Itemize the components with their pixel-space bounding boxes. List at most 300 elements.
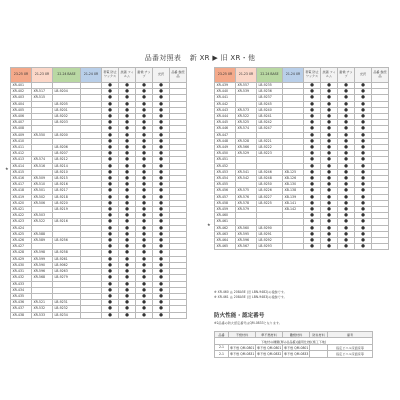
feature-dot: ● bbox=[102, 145, 119, 151]
old-xr-code: XR-522 bbox=[236, 114, 257, 120]
new-xr-code: XR-439 bbox=[215, 83, 236, 89]
fire-subheader-cell: 下地材の種類(厚み)(品番)(適用仕様)(施工下地) bbox=[215, 338, 373, 344]
old-xr-code: XR-599 bbox=[32, 256, 53, 262]
table-header-row bbox=[11, 68, 187, 83]
feature-dot: ● bbox=[153, 281, 170, 287]
header-antibacterial: 抗菌 フィルム bbox=[119, 68, 136, 83]
feature-dot: ● bbox=[136, 176, 153, 182]
feature-dot: ● bbox=[338, 107, 355, 113]
header-antistatic: 帯電 防止ワックス bbox=[304, 68, 321, 83]
feature-dot: ● bbox=[355, 132, 372, 138]
feature-dot: ● bbox=[136, 306, 153, 312]
old-xr-code: XR-515 bbox=[32, 95, 53, 101]
feature-dot: ● bbox=[153, 120, 170, 126]
title-right: 新 XR ▶ 旧 XR・他 bbox=[189, 54, 256, 62]
feature-dot: ● bbox=[321, 231, 338, 237]
old-xr-code: XR-596 bbox=[32, 269, 53, 275]
feature-dot: ● bbox=[102, 120, 119, 126]
base-code: LB-9216 bbox=[53, 219, 81, 225]
base-code: LB-9279 bbox=[53, 275, 81, 281]
feature-dot: ● bbox=[153, 293, 170, 299]
feature-dot: ● bbox=[153, 157, 170, 163]
feature-dot: ● bbox=[321, 95, 338, 101]
base-code: LB-9261 bbox=[53, 256, 81, 262]
old-xr-code: XR-542 bbox=[236, 176, 257, 182]
new-xr-code: XR-460 bbox=[215, 213, 236, 219]
feature-dot: ● bbox=[153, 306, 170, 312]
feature-dot: ● bbox=[102, 225, 119, 231]
feature-dot: ● bbox=[136, 275, 153, 281]
feature-dot: ● bbox=[304, 207, 321, 213]
header-antibacterial: 抗菌 フィルム bbox=[321, 68, 338, 83]
feature-dot: ● bbox=[321, 120, 338, 126]
feature-dot: ● bbox=[355, 231, 372, 237]
feature-dot: ● bbox=[119, 95, 136, 101]
header-base: 22-24 BASE bbox=[53, 68, 81, 83]
base-code: LB-9206 bbox=[53, 145, 81, 151]
feature-dot: ● bbox=[136, 120, 153, 126]
old-xr-code: XR-596 bbox=[236, 238, 257, 244]
base-code: LB-9215 bbox=[53, 176, 81, 182]
base-code: LB-9292 bbox=[257, 238, 283, 244]
fire-cell: 準不燃 QM-0833 bbox=[284, 352, 309, 357]
feature-dot: ● bbox=[304, 138, 321, 144]
feature-dot: ● bbox=[304, 188, 321, 194]
feature-dot: ● bbox=[153, 231, 170, 237]
feature-dot: ● bbox=[321, 225, 338, 231]
feature-dot: ● bbox=[119, 188, 136, 194]
old-xr-code: XR-557 bbox=[236, 83, 257, 89]
feature-dot: ● bbox=[119, 293, 136, 299]
old-xr-code: XR-525 bbox=[236, 120, 257, 126]
feature-dot: ● bbox=[153, 244, 170, 250]
old-xr-code: XR-574 bbox=[32, 157, 53, 163]
feature-dot: ● bbox=[119, 262, 136, 268]
new-xr-code: XR-430 bbox=[11, 262, 32, 268]
feature-dot: ● bbox=[119, 163, 136, 169]
feature-dot: ● bbox=[119, 207, 136, 213]
new-xr-code: XR-428 bbox=[11, 250, 32, 256]
xr-2124-code: XB-126 bbox=[283, 176, 304, 182]
base-code: LB-9232 bbox=[53, 306, 81, 312]
feature-dot: ● bbox=[355, 200, 372, 206]
feature-dot: ● bbox=[119, 275, 136, 281]
feature-dot: ● bbox=[119, 120, 136, 126]
feature-dot: ● bbox=[355, 163, 372, 169]
table-header-row bbox=[215, 68, 389, 83]
feature-dot: ● bbox=[321, 157, 338, 163]
base-code: LB-9242 bbox=[257, 120, 283, 126]
old-xr-code: XR-510 bbox=[32, 182, 53, 188]
feature-dot: ● bbox=[355, 238, 372, 244]
feature-dot: ● bbox=[304, 151, 321, 157]
new-xr-code: XR-414 bbox=[11, 163, 32, 169]
feature-dot: ● bbox=[102, 287, 119, 293]
feature-dot: ● bbox=[304, 213, 321, 219]
feature-dot: ● bbox=[338, 244, 355, 250]
base-code: LB-9237 bbox=[257, 95, 283, 101]
base-code: LB-9250 bbox=[257, 182, 283, 188]
feature-dot: ● bbox=[102, 182, 119, 188]
base-code: LB-9263 bbox=[53, 269, 81, 275]
feature-dot: ● bbox=[153, 83, 170, 89]
page-title bbox=[0, 53, 400, 63]
new-xr-code: XR-443 bbox=[215, 107, 236, 113]
base-code: LB-9235 bbox=[257, 83, 283, 89]
feature-dot: ● bbox=[119, 157, 136, 163]
cross-reference-table-right bbox=[214, 67, 389, 250]
new-xr-code: XR-427 bbox=[11, 244, 32, 250]
feature-dot: ● bbox=[102, 300, 119, 306]
new-xr-code: XR-441 bbox=[215, 95, 236, 101]
base-code: LB-9231 bbox=[53, 300, 81, 306]
feature-dot: ● bbox=[119, 89, 136, 95]
feature-dot: ● bbox=[136, 107, 153, 113]
feature-dot: ● bbox=[153, 300, 170, 306]
base-code: LB-9247 bbox=[257, 126, 283, 132]
new-xr-code: XR-450 bbox=[215, 151, 236, 157]
new-xr-code: XR-422 bbox=[11, 213, 32, 219]
feature-dot: ● bbox=[304, 219, 321, 225]
base-code: LB-9207 bbox=[53, 151, 81, 157]
feature-dot: ● bbox=[338, 207, 355, 213]
feature-dot: ● bbox=[355, 138, 372, 144]
xr-2124-code: XB-138 bbox=[283, 188, 304, 194]
new-xr-code: XR-445 bbox=[215, 120, 236, 126]
feature-dot: ● bbox=[102, 269, 119, 275]
feature-dot: ● bbox=[153, 114, 170, 120]
feature-dot: ● bbox=[355, 95, 372, 101]
feature-dot: ● bbox=[338, 169, 355, 175]
feature-dot: ● bbox=[338, 95, 355, 101]
feature-dot: ● bbox=[304, 244, 321, 250]
feature-dot: ● bbox=[102, 262, 119, 268]
feature-dot: ● bbox=[321, 194, 338, 200]
base-code: LB-9245 bbox=[257, 101, 283, 107]
new-xr-code: XR-419 bbox=[11, 194, 32, 200]
base-code: LB-9210 bbox=[53, 169, 81, 175]
feature-dot: ● bbox=[119, 269, 136, 275]
fire-table-header bbox=[215, 332, 373, 338]
new-xr-code: XR-461 bbox=[215, 219, 236, 225]
feature-dot: ● bbox=[136, 95, 153, 101]
feature-dot: ● bbox=[119, 281, 136, 287]
feature-dot: ● bbox=[136, 101, 153, 107]
feature-dot: ● bbox=[304, 225, 321, 231]
fire-header-cell: 準不燃材料 bbox=[256, 332, 283, 338]
fire-section-heading: 防火性能・認定番号 bbox=[214, 313, 265, 319]
fire-cell: 2-1 bbox=[215, 351, 229, 357]
new-xr-code: XR-423 bbox=[11, 219, 32, 225]
base-code: LB-9258 bbox=[53, 250, 81, 256]
feature-dot: ● bbox=[102, 194, 119, 200]
new-xr-code: XR-437 bbox=[11, 306, 32, 312]
feature-dot: ● bbox=[119, 126, 136, 132]
feature-dot: ● bbox=[338, 194, 355, 200]
header-xr-2124: 21-24 XR bbox=[81, 68, 102, 83]
new-xr-code: XR-402 bbox=[11, 89, 32, 95]
feature-dot bbox=[170, 312, 187, 318]
base-code: LB-9216 bbox=[53, 182, 81, 188]
xr-2124-code bbox=[283, 244, 304, 250]
feature-dot: ● bbox=[136, 287, 153, 293]
table-row bbox=[215, 244, 389, 250]
new-xr-code: XR-442 bbox=[215, 101, 236, 107]
fire-cell: 準不燃 QM-0801 bbox=[284, 345, 309, 350]
new-xr-code: XR-432 bbox=[11, 275, 32, 281]
new-xr-code: XR-449 bbox=[215, 145, 236, 151]
xr-2124-code: XB-130 bbox=[283, 182, 304, 188]
feature-dot: ● bbox=[338, 89, 355, 95]
feature-dot: ● bbox=[119, 306, 136, 312]
old-xr-code: XR-528 bbox=[236, 138, 257, 144]
feature-dot: ● bbox=[355, 107, 372, 113]
feature-dot: ● bbox=[355, 89, 372, 95]
feature-dot: ● bbox=[136, 300, 153, 306]
base-code: LB-9222 bbox=[257, 145, 283, 151]
feature-dot: ● bbox=[304, 132, 321, 138]
base-code: LB-9203 bbox=[53, 120, 81, 126]
fire-header-cell: 難燃材料 bbox=[283, 332, 310, 338]
feature-dot: ● bbox=[102, 213, 119, 219]
feature-dot: ● bbox=[119, 114, 136, 120]
feature-dot: ● bbox=[153, 126, 170, 132]
feature-dot: ● bbox=[338, 83, 355, 89]
new-xr-code: XR-459 bbox=[215, 207, 236, 213]
feature-dot: ● bbox=[136, 194, 153, 200]
fire-rating-table bbox=[214, 331, 373, 358]
new-xr-code: XR-463 bbox=[215, 231, 236, 237]
feature-dot: ● bbox=[136, 238, 153, 244]
feature-dot: ● bbox=[304, 231, 321, 237]
feature-dot: ● bbox=[338, 200, 355, 206]
feature-dot: ● bbox=[102, 83, 119, 89]
feature-dot: ● bbox=[304, 194, 321, 200]
feature-dot: ● bbox=[321, 132, 338, 138]
feature-dot: ● bbox=[136, 256, 153, 262]
old-xr-code: XR-509 bbox=[32, 176, 53, 182]
base-code: LB-9205 bbox=[53, 101, 81, 107]
feature-dot: ● bbox=[119, 176, 136, 182]
feature-dot: ● bbox=[355, 213, 372, 219]
feature-dot: ● bbox=[153, 312, 170, 318]
feature-dot: ● bbox=[119, 151, 136, 157]
feature-dot: ● bbox=[136, 293, 153, 299]
new-xr-code: XR-421 bbox=[11, 207, 32, 213]
feature-dot: ● bbox=[119, 169, 136, 175]
feature-dot: ● bbox=[355, 83, 372, 89]
feature-dot: ● bbox=[153, 151, 170, 157]
feature-dot: ● bbox=[136, 244, 153, 250]
old-xr-code: XR-533 bbox=[32, 312, 53, 318]
feature-dot: ● bbox=[153, 101, 170, 107]
new-xr-code: XR-435 bbox=[11, 293, 32, 299]
feature-dot: ● bbox=[119, 213, 136, 219]
old-xr-code: XR-598 bbox=[32, 250, 53, 256]
feature-dot: ● bbox=[153, 238, 170, 244]
feature-dot: ● bbox=[136, 207, 153, 213]
new-xr-code: XR-406 bbox=[11, 114, 32, 120]
feature-dot: ● bbox=[321, 101, 338, 107]
feature-dot: ● bbox=[321, 176, 338, 182]
feature-dot: ● bbox=[102, 219, 119, 225]
old-xr-code: XR-517 bbox=[32, 89, 53, 95]
feature-dot: ● bbox=[119, 312, 136, 318]
feature-dot: ● bbox=[136, 83, 153, 89]
feature-dot: ● bbox=[102, 89, 119, 95]
header-old-xr: 21-23 XR bbox=[236, 68, 257, 83]
header-continued: 品番 継続品 bbox=[372, 68, 389, 83]
feature-dot: ● bbox=[102, 107, 119, 113]
feature-dot: ● bbox=[102, 231, 119, 237]
base-code: LB-9234 bbox=[53, 312, 81, 318]
feature-dot: ● bbox=[153, 275, 170, 281]
feature-dot: ● bbox=[321, 145, 338, 151]
old-xr-code: XR-575 bbox=[236, 188, 257, 194]
new-xr-code: XR-429 bbox=[11, 256, 32, 262]
feature-dot: ● bbox=[338, 120, 355, 126]
feature-dot: ● bbox=[119, 194, 136, 200]
feature-dot: ● bbox=[321, 163, 338, 169]
new-xr-code: XR-456 bbox=[215, 188, 236, 194]
header-weather: 耐候 チップ bbox=[136, 68, 153, 83]
feature-dot: ● bbox=[338, 132, 355, 138]
feature-dot: ● bbox=[102, 200, 119, 206]
feature-dot: ● bbox=[355, 114, 372, 120]
feature-dot: ● bbox=[153, 287, 170, 293]
new-xr-code: XR-434 bbox=[11, 287, 32, 293]
feature-dot: ● bbox=[102, 101, 119, 107]
fire-cell: 準不燃 QM-0801 bbox=[257, 345, 282, 350]
new-xr-code: XR-412 bbox=[11, 151, 32, 157]
feature-dot: ● bbox=[102, 151, 119, 157]
feature-dot: ● bbox=[102, 138, 119, 144]
feature-dot: ● bbox=[102, 293, 119, 299]
feature-dot: ● bbox=[321, 188, 338, 194]
feature-dot: ● bbox=[153, 262, 170, 268]
feature-dot: ● bbox=[355, 157, 372, 163]
feature-dot: ● bbox=[338, 151, 355, 157]
feature-dot: ● bbox=[153, 132, 170, 138]
base-code: LB-9225 bbox=[257, 200, 283, 206]
feature-dot: ● bbox=[136, 114, 153, 120]
feature-dot: ● bbox=[321, 138, 338, 144]
feature-dot: ● bbox=[338, 145, 355, 151]
old-xr-code: XR-574 bbox=[236, 126, 257, 132]
feature-dot: ● bbox=[304, 120, 321, 126]
feature-dot: ● bbox=[304, 101, 321, 107]
feature-dot: ● bbox=[338, 138, 355, 144]
new-xr-code: XR-420 bbox=[11, 200, 32, 206]
feature-dot: ● bbox=[102, 95, 119, 101]
feature-dot: ● bbox=[153, 207, 170, 213]
feature-dot: ● bbox=[338, 219, 355, 225]
feature-dot: ● bbox=[153, 200, 170, 206]
new-xr-code: XR-426 bbox=[11, 238, 32, 244]
feature-dot: ● bbox=[119, 132, 136, 138]
xr-2124-code bbox=[81, 312, 102, 318]
feature-dot: ● bbox=[119, 287, 136, 293]
feature-dot: ● bbox=[102, 281, 119, 287]
feature-dot: ● bbox=[304, 114, 321, 120]
xr-2124-code: XB-141 bbox=[283, 200, 304, 206]
feature-dot: ● bbox=[355, 145, 372, 151]
new-xr-code: XR-438 bbox=[11, 312, 32, 318]
feature-dot: ● bbox=[321, 238, 338, 244]
old-xr-code: XR-579 bbox=[236, 207, 257, 213]
feature-dot: ● bbox=[321, 89, 338, 95]
feature-dot: ● bbox=[338, 163, 355, 169]
header-continued: 品番 継続品 bbox=[170, 68, 187, 83]
header-xr-2124: 21-24 XR bbox=[283, 68, 304, 83]
feature-dot: ● bbox=[153, 219, 170, 225]
new-xr-code: XR-464 bbox=[215, 238, 236, 244]
new-xr-code: XR-401 bbox=[11, 83, 32, 89]
fire-header-cell: 防炎材料 bbox=[310, 332, 328, 338]
feature-dot: ● bbox=[304, 200, 321, 206]
feature-dot: ● bbox=[355, 126, 372, 132]
feature-dot: ● bbox=[355, 176, 372, 182]
feature-dot: ● bbox=[321, 151, 338, 157]
base-code: LB-9220 bbox=[53, 200, 81, 206]
feature-dot: ● bbox=[102, 132, 119, 138]
base-code: LB-9293 bbox=[257, 244, 283, 250]
new-xr-code: XR-453 bbox=[215, 169, 236, 175]
old-xr-code: XR-560 bbox=[236, 225, 257, 231]
fire-header-cell: 備考 bbox=[328, 332, 373, 338]
new-xr-code: XR-408 bbox=[11, 126, 32, 132]
title-left: 品番対照表 bbox=[144, 54, 182, 62]
feature-dot: ● bbox=[102, 244, 119, 250]
base-code: LB-9200 bbox=[53, 132, 81, 138]
old-xr-code: XR-576 bbox=[236, 194, 257, 200]
feature-dot: ● bbox=[338, 231, 355, 237]
feature-dot: ● bbox=[102, 163, 119, 169]
feature-dot bbox=[372, 244, 389, 250]
table-row bbox=[11, 312, 187, 318]
base-code: LB-9227 bbox=[257, 194, 283, 200]
new-xr-code: XR-417 bbox=[11, 182, 32, 188]
feature-dot: ● bbox=[119, 231, 136, 237]
base-code: LB-9212 bbox=[53, 157, 81, 163]
feature-dot: ● bbox=[102, 188, 119, 194]
new-xr-code: XR-452 bbox=[215, 163, 236, 169]
feature-dot: ● bbox=[153, 169, 170, 175]
cross-reference-table-left bbox=[10, 67, 187, 319]
feature-dot: ● bbox=[153, 188, 170, 194]
feature-dot: ● bbox=[338, 188, 355, 194]
base-code: LB-9221 bbox=[257, 138, 283, 144]
header-gloss: 光沢 bbox=[355, 68, 372, 83]
base-code: LB-9219 bbox=[53, 207, 81, 213]
base-code: LB-9204 bbox=[53, 89, 81, 95]
new-xr-code: XR-440 bbox=[215, 89, 236, 95]
feature-dot: ● bbox=[304, 95, 321, 101]
feature-dot: ● bbox=[153, 182, 170, 188]
feature-dot: ● bbox=[119, 101, 136, 107]
feature-dot: ● bbox=[153, 107, 170, 113]
base-code: LB-9256 bbox=[53, 238, 81, 244]
new-xr-code: XR-447 bbox=[215, 132, 236, 138]
feature-dot: ● bbox=[304, 182, 321, 188]
old-xr-code: XR-550 bbox=[32, 132, 53, 138]
new-xr-code: XR-433 bbox=[11, 281, 32, 287]
base-code: LB-9246 bbox=[257, 169, 283, 175]
feature-dot: ● bbox=[355, 219, 372, 225]
feature-dot: ● bbox=[153, 138, 170, 144]
feature-dot: ● bbox=[102, 126, 119, 132]
feature-dot: ● bbox=[102, 207, 119, 213]
